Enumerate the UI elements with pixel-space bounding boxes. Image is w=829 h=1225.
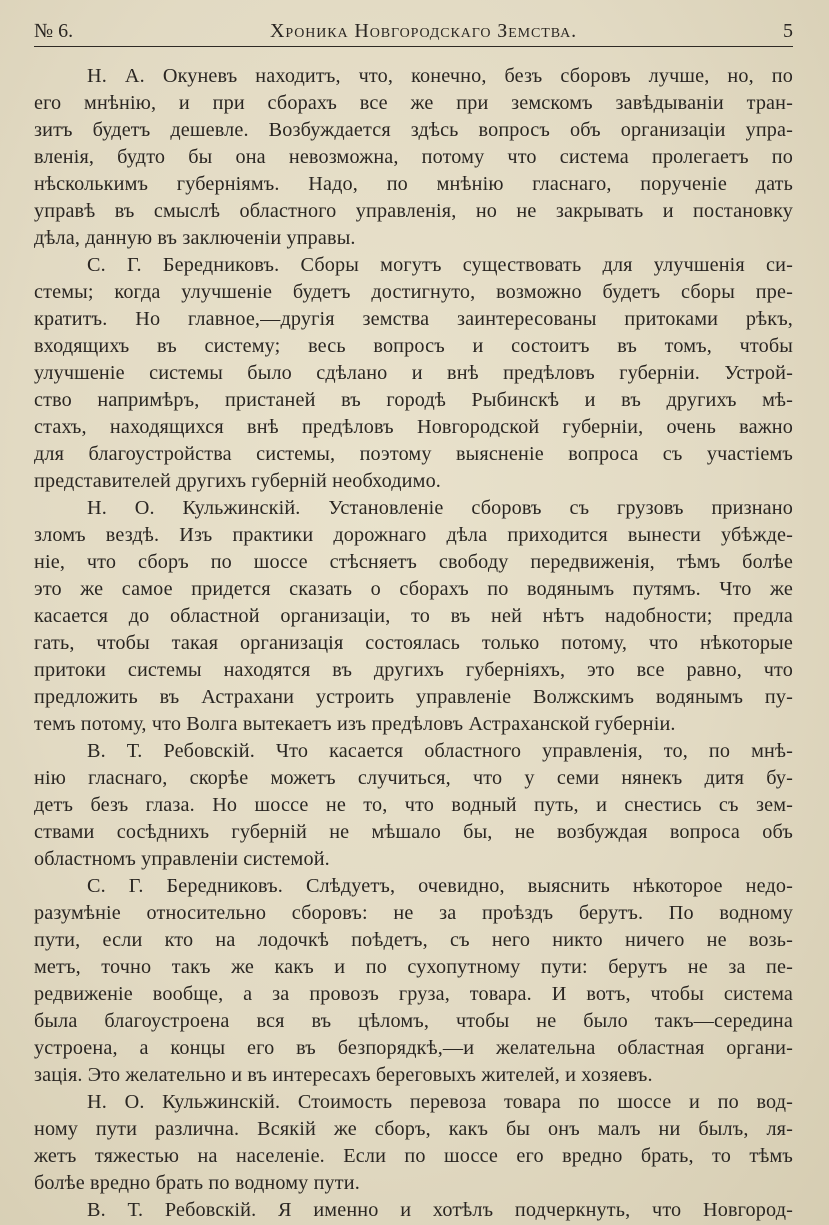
- issue-number: № 6.: [34, 20, 74, 42]
- text-line: гать, чтобы такая организація состоялась только потому, что нѣкоторые: [34, 632, 793, 654]
- text-line: Н. О. Кульжинскій. Установленіе сборовъ съ грузовъ признано: [87, 497, 793, 519]
- running-title: Хроника Новгородскаго Земства.: [270, 20, 577, 42]
- text-line: дѣла, данную въ заключеніи управы.: [34, 227, 356, 249]
- text-line: улучшеніе системы было сдѣлано и внѣ предѣловъ губерніи. Устрой-: [34, 362, 793, 384]
- text-line: нію гласнаго, скорѣе можетъ случиться, что у семи нянекъ дитя бу-: [34, 767, 793, 789]
- text-line: детъ безъ глаза. Но шоссе не то, что водный путь, и снестись съ зем-: [34, 794, 793, 816]
- text-line: ніе, что сборъ по шоссе стѣсняетъ свободу передвиженія, тѣмъ болѣе: [34, 551, 793, 573]
- text-line: ство напримѣръ, пристаней въ городѣ Рыбинскѣ и въ другихъ мѣ-: [34, 389, 793, 411]
- text-line: редвиженіе вообще, а за провозъ груза, товара. И вотъ, чтобы система: [34, 983, 793, 1005]
- text-line: метъ, точно такъ же какъ и по сухопутному пути: берутъ не за пе-: [34, 956, 793, 978]
- text-line: С. Г. Бередниковъ. Слѣдуетъ, очевидно, выяснить нѣкоторое недо-: [87, 875, 793, 897]
- text-line: для благоустройства системы, поэтому выясненіе вопроса съ участіемъ: [34, 443, 793, 465]
- text-line: В. Т. Ребовскій. Что касается областного управленія, то, по мнѣ-: [87, 740, 793, 762]
- text-line: темъ потому, что Волга вытекаетъ изъ предѣловъ Астраханской губерніи.: [34, 713, 676, 735]
- paragraph: [34, 495, 793, 738]
- text-line: это же самое придется сказать о сборахъ по водянымъ путямъ. Что же: [34, 578, 793, 600]
- text-line: притоки системы находятся въ другихъ губерніяхъ, это все равно, что: [34, 659, 793, 681]
- text-line: вленія, будто бы она невозможна, потому что система пролегаетъ по: [34, 146, 793, 168]
- text-line: его мнѣнію, и при сборахъ все же при земскомъ завѣдываніи тран-: [34, 92, 793, 114]
- text-line: С. Г. Бередниковъ. Сборы могутъ существовать для улучшенія си-: [87, 254, 793, 276]
- text-line: Н. А. Окуневъ находитъ, что, конечно, безъ сборовъ лучше, но, по: [87, 65, 793, 87]
- text-line: кратитъ. Но главное,—другія земства заинтересованы притоками рѣкъ,: [34, 308, 793, 330]
- text-line: Н. О. Кульжинскій. Стоимость перевоза товара по шоссе и по вод-: [87, 1091, 793, 1113]
- paragraph: [34, 252, 793, 495]
- text-line: стемы; когда улучшеніе будетъ достигнуто, возможно будетъ сборы пре-: [34, 281, 793, 303]
- text-line: была благоустроена вся въ цѣломъ, чтобы не было такъ—середина: [34, 1010, 793, 1032]
- text-line: устроена, а концы его въ безпорядкѣ,—и желательна областная органи-: [34, 1037, 793, 1059]
- text-line: представителей другихъ губерній необходимо.: [34, 470, 442, 492]
- paragraph: [34, 1197, 793, 1224]
- text-line: зломъ вездѣ. Изъ практики дорожнаго дѣла приходится вынести убѣжде-: [34, 524, 793, 546]
- text-line: пути, если кто на лодочкѣ поѣдетъ, съ него никто ничего не возь-: [34, 929, 793, 951]
- text-line: входящихъ въ систему; весь вопросъ и состоитъ въ томъ, чтобы: [34, 335, 793, 357]
- text-line: В. Т. Ребовскій. Я именно и хотѣлъ подчеркнуть, что Новгород-: [87, 1199, 793, 1221]
- text-line: болѣе вредно брать по водному пути.: [34, 1172, 360, 1194]
- text-body: [34, 63, 793, 1224]
- text-line: зація. Это желательно и въ интересахъ береговыхъ жителей, и хозяевъ.: [34, 1064, 653, 1086]
- text-line: нѣсколькимъ губерніямъ. Надо, по мнѣнію гласнаго, порученіе дать: [34, 173, 793, 195]
- text-line: предложить въ Астрахани устроить управленіе Волжскимъ водянымъ пу-: [34, 686, 793, 708]
- text-line: стахъ, находящихся внѣ предѣловъ Новгородской губерніи, очень важно: [34, 416, 793, 438]
- paragraph: [34, 63, 793, 252]
- text-line: зитъ будетъ дешевле. Возбуждается здѣсь вопросъ объ организаціи упра-: [34, 119, 793, 141]
- page-number: 5: [783, 20, 793, 42]
- page-header: [34, 18, 793, 44]
- paragraph: [34, 738, 793, 873]
- text-line: ствами сосѣднихъ губерній не мѣшало бы, не возбуждая вопроса объ: [34, 821, 793, 843]
- header-rule: [34, 46, 793, 47]
- text-line: жетъ тяжестью на населеніе. Если по шоссе его вредно брать, то тѣмъ: [34, 1145, 793, 1167]
- text-line: разумѣніе относительно сборовъ: не за проѣздъ берутъ. По водному: [34, 902, 793, 924]
- text-line: касается до областной организаціи, то въ ней нѣтъ надобности; предла: [34, 605, 793, 627]
- paragraph: [34, 1089, 793, 1197]
- text-line: областномъ управленіи системой.: [34, 848, 330, 870]
- paragraph: [34, 873, 793, 1089]
- text-line: ному пути различна. Всякій же сборъ, какъ бы онъ малъ ни былъ, ля-: [34, 1118, 793, 1140]
- text-line: управѣ въ смыслѣ областного управленія, но не закрывать и постановку: [34, 200, 793, 222]
